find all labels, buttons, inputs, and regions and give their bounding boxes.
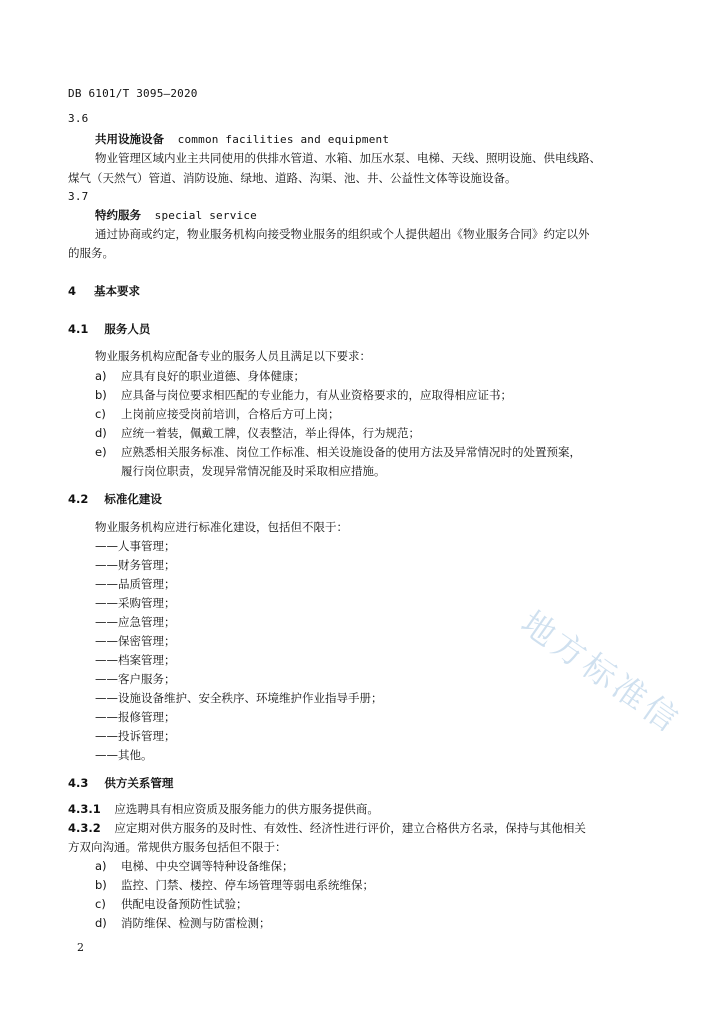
clause-4-3-2 — [68, 820, 586, 836]
term-3-6-en: common facilities and equipment — [177, 133, 390, 146]
section-4-2-title: 标准化建设 — [104, 492, 162, 506]
list-text: 上岗前应接受岗前培训，合格后方可上岗； — [121, 407, 340, 421]
definition-3-7-line2: 的服务。 — [68, 246, 114, 260]
section-4-1-heading — [68, 321, 150, 337]
list-marker: a) — [95, 859, 107, 873]
clause-4-3-2-number: 4.3.2 — [68, 821, 101, 835]
section-4-3-title: 供方关系管理 — [104, 776, 174, 790]
list-text: 消防维保、检测与防雷检测； — [121, 916, 271, 930]
list-text: 电梯、中央空调等特种设备维保； — [121, 859, 294, 873]
dash-list-item: ——品质管理； — [95, 577, 176, 591]
term-3-6 — [95, 131, 389, 148]
section-4-2-number: 4.2 — [68, 492, 89, 506]
definition-3-6-line2: 煤气（天然气）管道、消防设施、绿地、道路、沟渠、池、井、公益性文体等设施设备。 — [68, 171, 517, 185]
dash-list-item: ——应急管理； — [95, 615, 176, 629]
list-item — [95, 444, 581, 460]
dash-list-item: ——设施设备维护、安全秩序、环境维护作业指导手册； — [95, 691, 383, 705]
list-text: 应熟悉相关服务标准、岗位工作标准、相关设施设备的使用方法及异常情况时的处置预案， — [121, 445, 581, 459]
list-marker: c) — [95, 897, 106, 911]
section-4-3-number: 4.3 — [68, 776, 89, 790]
dash-list-item: ——人事管理； — [95, 539, 176, 553]
list-marker: b) — [95, 878, 107, 892]
page-number: 2 — [77, 941, 84, 954]
section-4-2-intro: 物业服务机构应进行标准化建设，包括但不限于： — [95, 520, 348, 534]
dash-list-item: ——保密管理； — [95, 634, 176, 648]
definition-3-6-line1: 物业管理区域内业主共同使用的供排水管道、水箱、加压水泵、电梯、天线、照明设施、供电线路、 — [95, 151, 601, 165]
section-4-1-number: 4.1 — [68, 322, 89, 336]
document-header: DB 6101/T 3095—2020 — [68, 87, 198, 100]
term-3-6-zh: 共用设施设备 — [95, 132, 164, 146]
list-text: 监控、门禁、楼控、停车场管理等弱电系统维保； — [121, 878, 374, 892]
list-marker: b) — [95, 388, 107, 402]
list-marker: c) — [95, 407, 106, 421]
list-marker: e) — [95, 445, 107, 459]
clause-4-3-1-number: 4.3.1 — [68, 802, 101, 816]
section-4-number: 4 — [68, 284, 77, 298]
list-marker: d) — [95, 426, 107, 440]
section-4-title: 基本要求 — [94, 284, 141, 298]
clause-4-3-1-text: 应选聘具有相应资质及服务能力的供方服务提供商。 — [114, 802, 379, 816]
section-4-1-title: 服务人员 — [104, 322, 151, 336]
dash-list-item: ——采购管理； — [95, 596, 176, 610]
list-item — [95, 368, 305, 384]
list-marker: a) — [95, 369, 107, 383]
list-marker: d) — [95, 916, 107, 930]
section-4-2-heading — [68, 491, 162, 507]
list-item — [95, 406, 340, 422]
definition-3-7-line1: 通过协商或约定，物业服务机构向接受物业服务的组织或个人提供超出《物业服务合同》约定以外 — [95, 227, 590, 241]
clause-number-3-6: 3.6 — [68, 112, 89, 125]
section-4-heading — [68, 283, 140, 299]
clause-4-3-2-line2: 方双向沟通。常规供方服务包括但不限于： — [68, 840, 287, 854]
list-text: 应具有良好的职业道德、身体健康； — [121, 369, 305, 383]
clause-4-3-1 — [68, 801, 379, 817]
section-4-3-heading — [68, 775, 173, 791]
list-item — [95, 877, 374, 893]
term-3-7-zh: 特约服务 — [95, 208, 141, 222]
term-3-7-en: special service — [154, 209, 257, 222]
list-item — [95, 915, 271, 931]
list-text: 应统一着装，佩戴工牌，仪表整洁，举止得体，行为规范； — [121, 426, 420, 440]
dash-list-item: ——财务管理； — [95, 558, 176, 572]
dash-list-item: ——客户服务； — [95, 672, 176, 686]
dash-list-item: ——报修管理； — [95, 710, 176, 724]
list-item — [95, 387, 512, 403]
clause-number-3-7: 3.7 — [68, 190, 89, 203]
list-item-continuation: 履行岗位职责，发现异常情况能及时采取相应措施。 — [121, 464, 386, 478]
list-item — [95, 896, 248, 912]
list-item — [95, 858, 294, 874]
clause-4-3-2-text: 应定期对供方服务的及时性、有效性、经济性进行评价，建立合格供方名录，保持与其他相关 — [114, 821, 586, 835]
section-4-1-intro: 物业服务机构应配备专业的服务人员且满足以下要求： — [95, 349, 371, 363]
list-text: 供配电设备预防性试验； — [121, 897, 248, 911]
dash-list-item: ——投诉管理； — [95, 729, 176, 743]
watermark: 地方标准信 — [514, 602, 689, 741]
term-3-7 — [95, 207, 257, 224]
dash-list-item: ——其他。 — [95, 748, 153, 762]
list-text: 应具备与岗位要求相匹配的专业能力，有从业资格要求的，应取得相应证书； — [121, 388, 512, 402]
list-item — [95, 425, 420, 441]
dash-list-item: ——档案管理； — [95, 653, 176, 667]
